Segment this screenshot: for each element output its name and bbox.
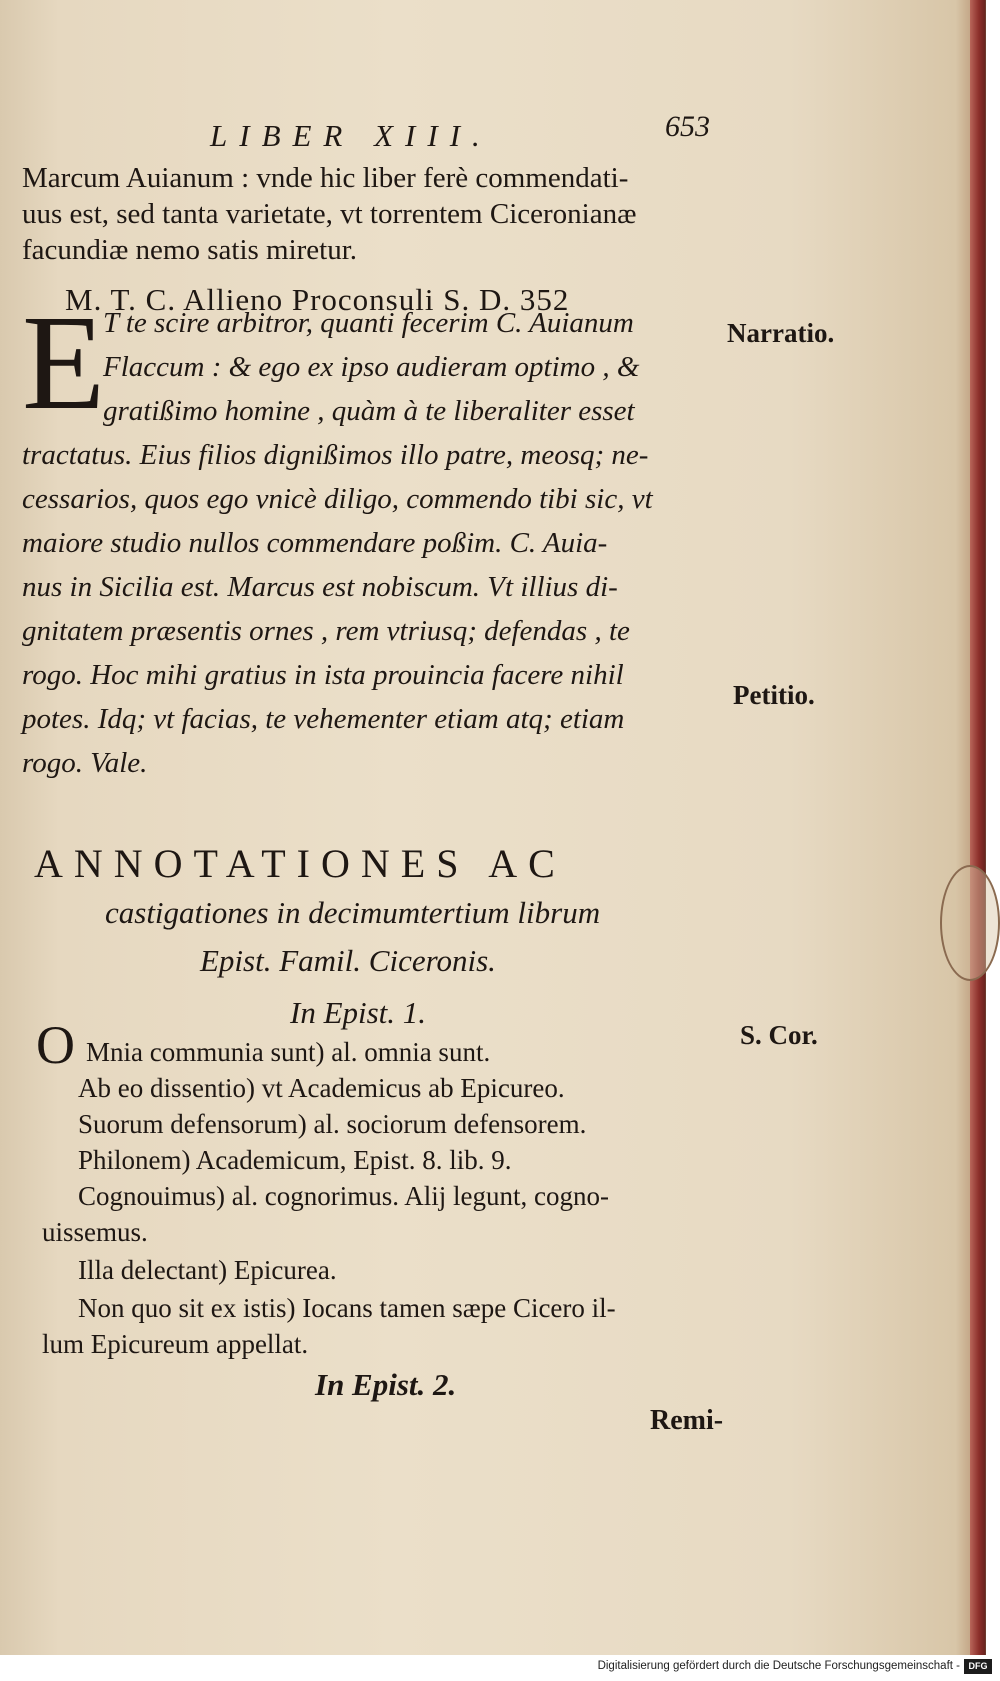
annotation-line: Mnia communia sunt) al. omnia sunt. (86, 1037, 491, 1067)
annotation-line: Non quo sit ex istis) Iocans tamen sæpe Cicero il- (78, 1293, 616, 1323)
catchword: Remi- (650, 1405, 724, 1436)
letter-line: tractatus. Eius filios dignißimos illo patre, meosq; ne- (22, 439, 649, 471)
intro-line: Marcum Auianum : vnde hic liber ferè commendati- (22, 162, 629, 194)
thumb-index-tab (940, 865, 1000, 981)
digitization-credit: Digitalisierung gefördert durch die Deutsche Forschungsgemeinschaft - (597, 1660, 960, 1672)
letter-heading: M. T. C. Allieno Proconsuli S. D. 352 (65, 282, 570, 317)
letter-line: rogo. Hoc mihi gratius in ista prouincia facere nihil (22, 659, 624, 691)
drop-cap-initial: E (22, 288, 106, 438)
digitization-footer (0, 1656, 1000, 1681)
epist-2-heading: In Epist. 2. (315, 1367, 457, 1402)
annotations-title: ANNOTATIONES AC (34, 841, 566, 886)
letter-line: gnitatem præsentis ornes , rem vtriusq; defendas , te (22, 615, 630, 647)
annotation-initial: O (36, 1015, 75, 1075)
page-edge (970, 0, 985, 1655)
epist-1-heading: In Epist. 1. (290, 995, 427, 1030)
letter-line: maiore studio nullos commendare poßim. C. Auia- (22, 527, 608, 559)
running-head: LIBER XIII. (210, 118, 492, 153)
dfg-logo: DFG (964, 1659, 992, 1674)
margin-note-s-cor: S. Cor. (740, 1020, 818, 1050)
letter-line: potes. Idq; vt facias, te vehementer etiam atq; etiam (22, 703, 625, 735)
margin-note-narratio: Narratio. (727, 318, 835, 348)
annotation-line: Cognouimus) al. cognorimus. Alij legunt, cogno- (78, 1181, 609, 1211)
annotation-line: Ab eo dissentio) vt Academicus ab Epicureo. (78, 1073, 565, 1103)
annotation-line: Philonem) Academicum, Epist. 8. lib. 9. (78, 1145, 512, 1175)
letter-line: Flaccum : & ego ex ipso audieram optimo , & (103, 351, 640, 383)
intro-line: uus est, sed tanta varietate, vt torrentem Ciceronianæ (22, 198, 637, 230)
annotation-line: Suorum defensorum) al. sociorum defensorem. (78, 1109, 587, 1139)
letter-line: cessarios, quos ego vnicè diligo, commendo tibi sic, vt (22, 483, 653, 515)
margin-note-petitio: Petitio. (733, 680, 815, 710)
letter-line: T te scire arbitror, quanti fecerim C. Auianum (103, 307, 634, 339)
annotations-subtitle: castigationes in decimumtertium librum (105, 895, 601, 930)
annotation-line: Illa delectant) Epicurea. (78, 1255, 337, 1285)
annotation-line: uissemus. (42, 1217, 148, 1247)
intro-line: facundiæ nemo satis miretur. (22, 234, 358, 266)
annotation-line: lum Epicureum appellat. (42, 1329, 309, 1359)
letter-line: gratißimo homine , quàm à te liberaliter esset (103, 395, 635, 427)
letter-line: nus in Sicilia est. Marcus est nobiscum. Vt illius di- (22, 571, 618, 603)
letter-line: rogo. Vale. (22, 747, 148, 779)
annotations-subtitle: Epist. Famil. Ciceronis. (200, 943, 496, 978)
page-number: 653 (665, 110, 710, 143)
